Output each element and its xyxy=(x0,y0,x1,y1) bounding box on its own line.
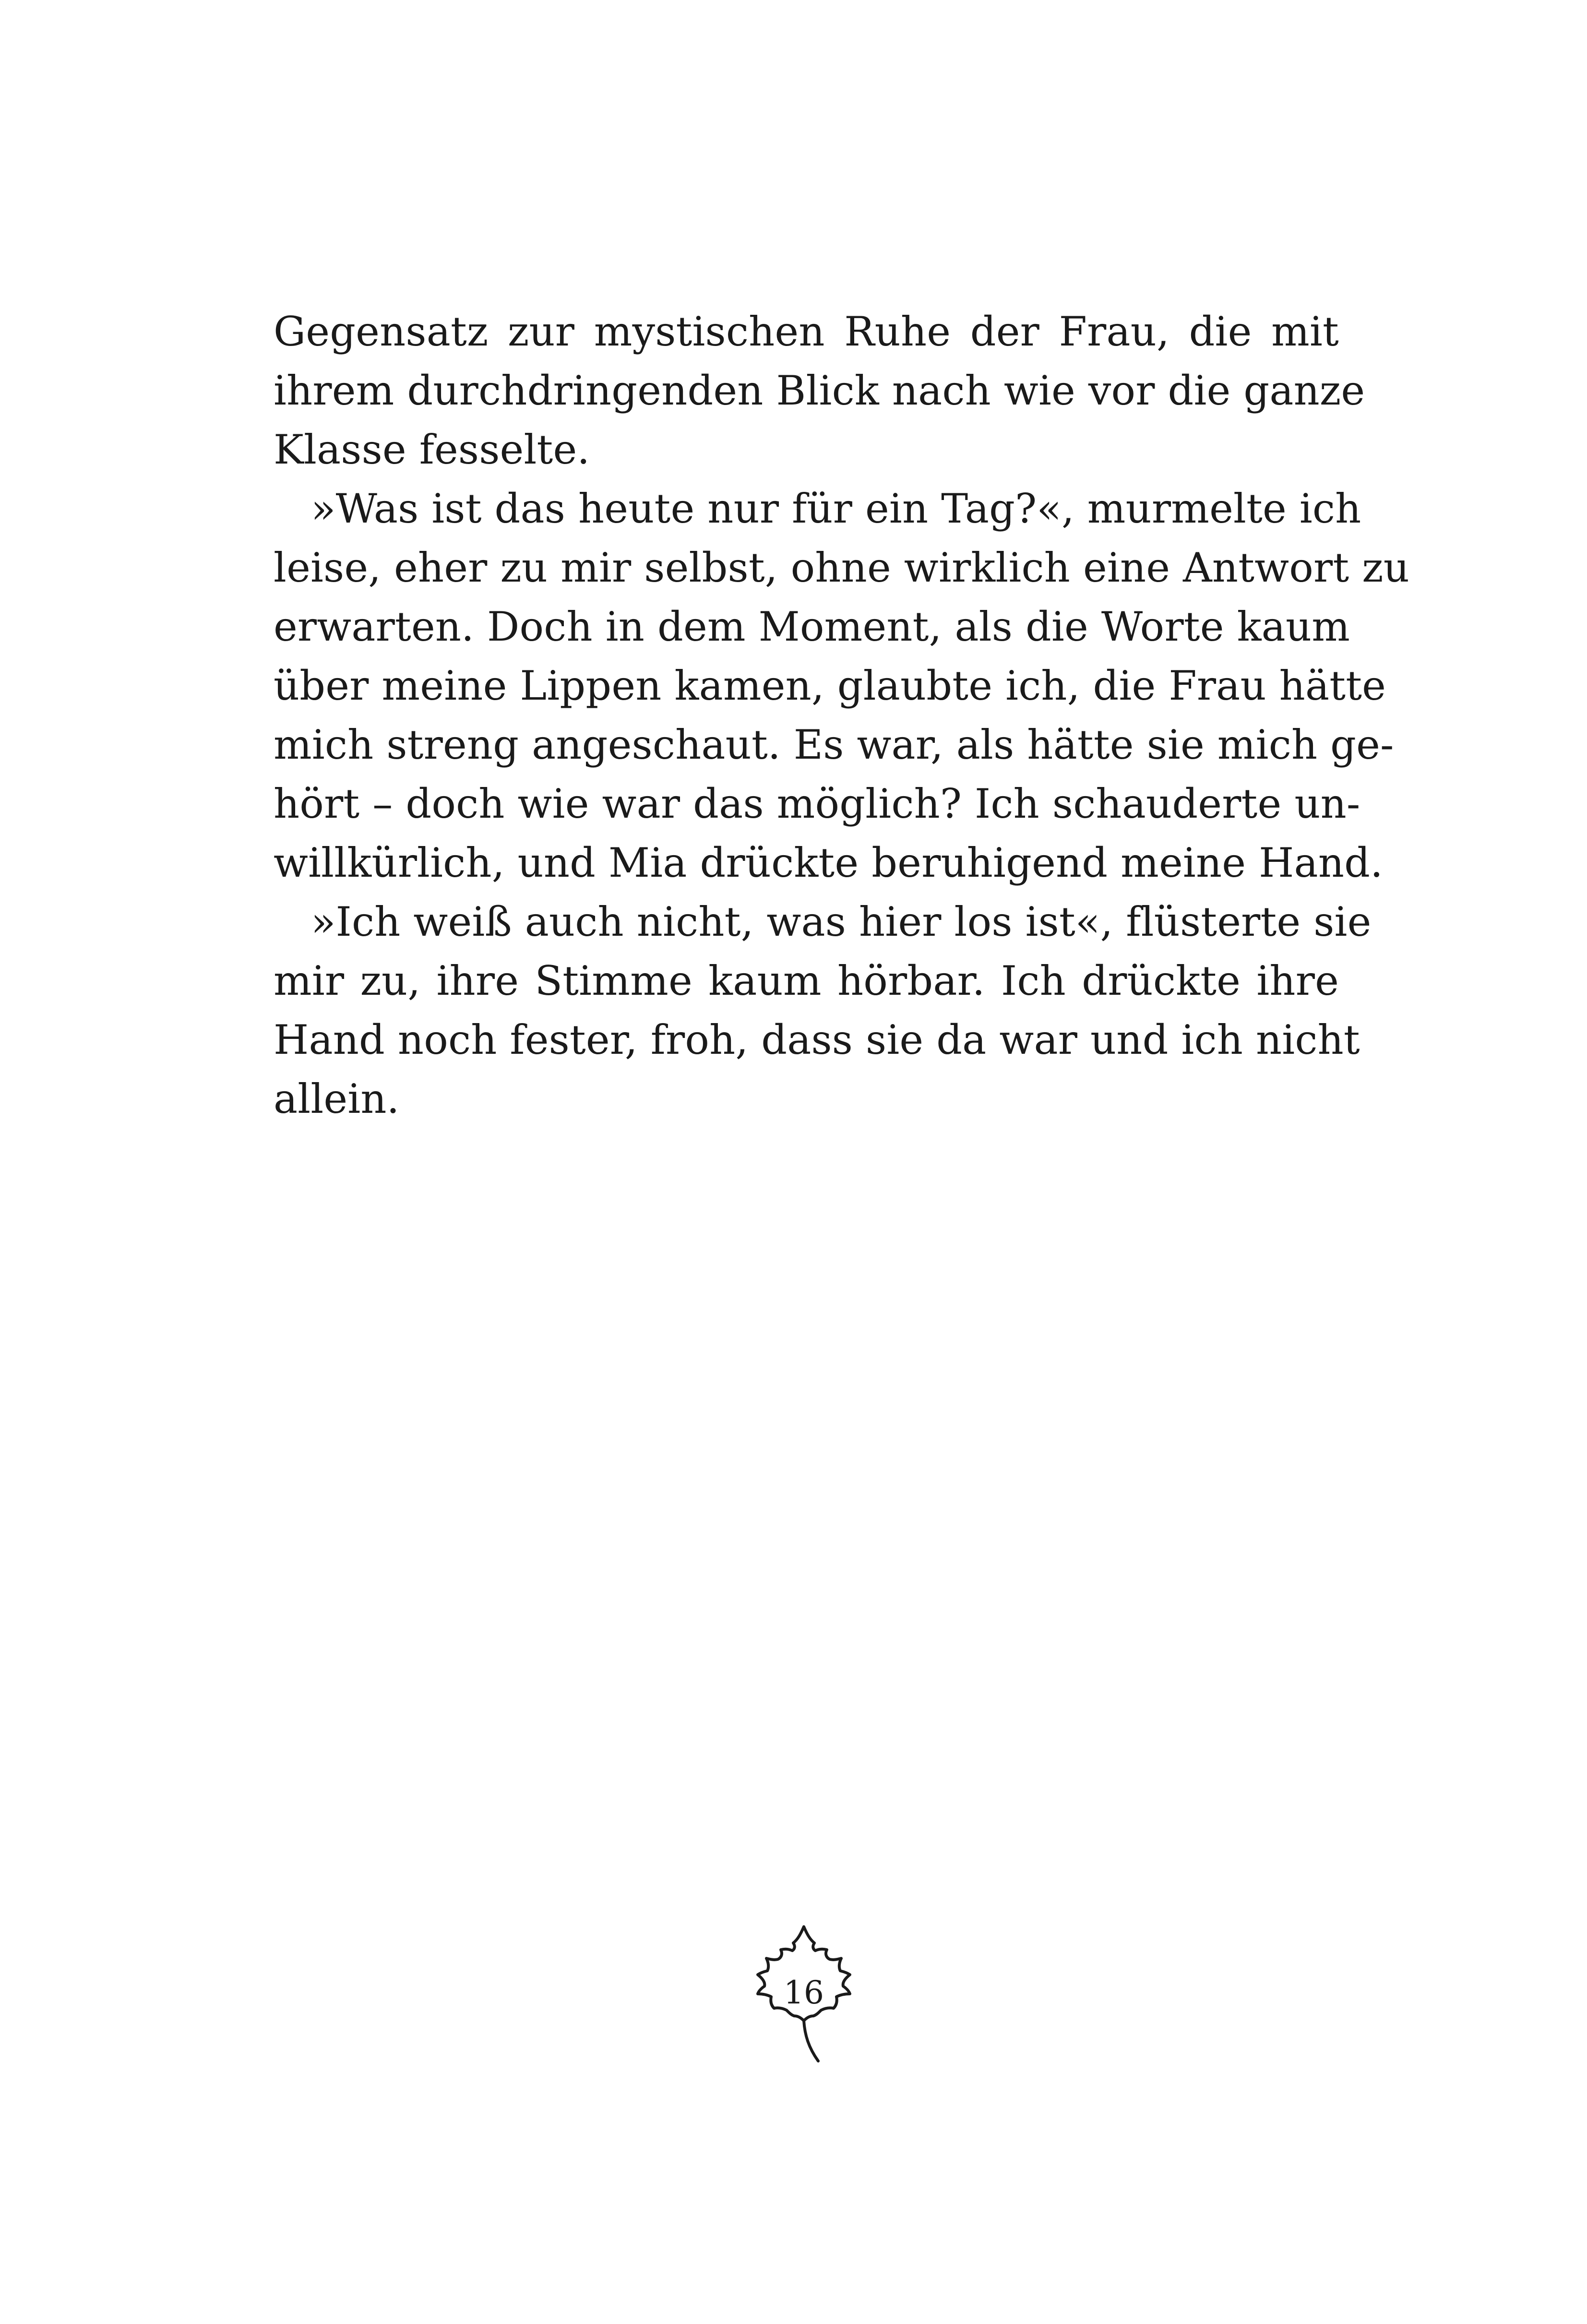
text-line: mir zu, ihre Stimme kaum hörbar. Ich drückte ihre xyxy=(274,957,1339,1004)
body-text xyxy=(274,302,1410,1129)
page-number: 16 xyxy=(784,1974,824,2011)
text-line: Klasse fesselte. xyxy=(274,426,590,473)
page-footer xyxy=(751,1922,857,2075)
text-line: Hand noch fester, froh, dass sie da war und ich nicht xyxy=(274,1016,1360,1063)
text-line: mich streng angeschaut. Es war, als hätte sie mich ge- xyxy=(274,721,1394,768)
text-line: hört – doch wie war das möglich? Ich schauderte un- xyxy=(274,780,1360,827)
text-line: leise, eher zu mir selbst, ohne wirklich eine Antwort zu xyxy=(274,544,1410,591)
text-line: über meine Lippen kamen, glaubte ich, die Frau hätte xyxy=(274,662,1386,709)
text-line: »Was ist das heute nur für ein Tag?«, murmelte ich xyxy=(311,485,1361,532)
text-line: erwarten. Doch in dem Moment, als die Worte kaum xyxy=(274,603,1350,650)
text-line: willkürlich, und Mia drückte beruhigend meine Hand. xyxy=(274,839,1383,886)
text-line: ihrem durchdringenden Blick nach wie vor die ganze xyxy=(274,367,1365,414)
text-line: allein. xyxy=(274,1075,400,1122)
text-line: Gegensatz zur mystischen Ruhe der Frau, die mit xyxy=(274,308,1339,355)
text-line: »Ich weiß auch nicht, was hier los ist«, flüsterte sie xyxy=(311,898,1372,945)
